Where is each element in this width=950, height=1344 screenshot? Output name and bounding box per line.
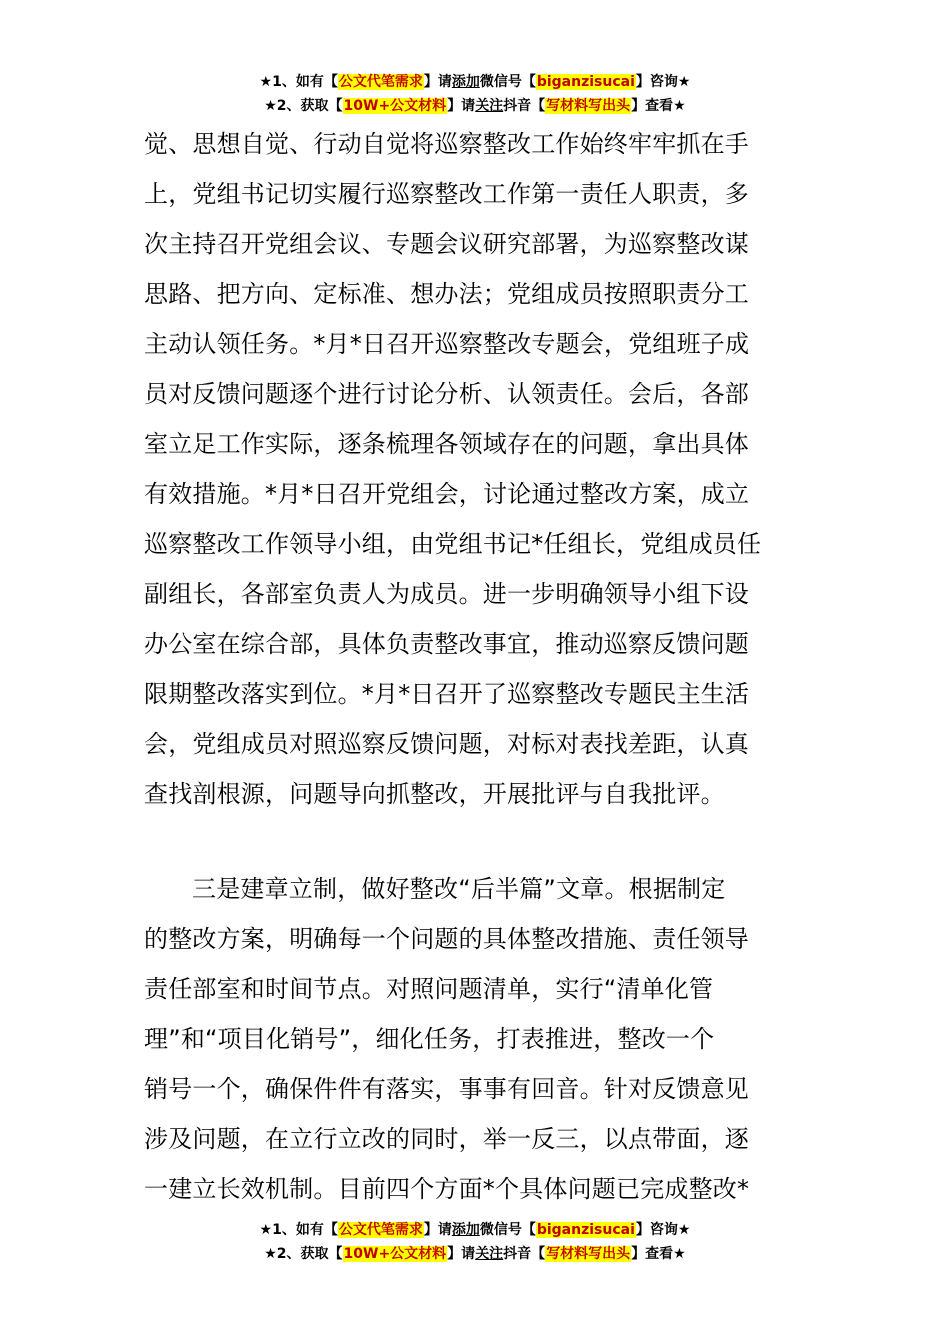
text-line: 销号一个，确保件件有落实，事事有回音。针对反馈意见 bbox=[144, 1075, 749, 1103]
text-line: 副组长，各部室负责人为成员。进一步明确领导小组下设 bbox=[144, 580, 749, 608]
promo-highlight: 公文代笔需求 bbox=[338, 74, 423, 90]
promo-highlight-wechat: biganzisucai bbox=[536, 74, 635, 90]
footer-promo-banner bbox=[0, 1218, 950, 1266]
text-line: 的整改方案，明确每一个问题的具体整改措施、责任领导 bbox=[144, 925, 749, 953]
promo-highlight-douyin: 写材料写出头 bbox=[546, 98, 631, 114]
promo-line-1 bbox=[0, 1218, 950, 1242]
promo-text: 抖音【 bbox=[503, 1246, 546, 1262]
promo-text: 】请 bbox=[447, 1246, 476, 1262]
promo-text: 】咨询★ bbox=[635, 74, 691, 90]
promo-underlined: 添加 bbox=[451, 74, 480, 90]
text-line: 限期整改落实到位。*月*日召开了巡察整改专题民主生活 bbox=[144, 680, 750, 708]
promo-text: ★2、获取【 bbox=[264, 98, 343, 114]
text-line: 思路、把方向、定标准、想办法；党组成员按照职责分工 bbox=[144, 280, 749, 308]
promo-text: ★2、获取【 bbox=[264, 1246, 343, 1262]
text-line: 上，党组书记切实履行巡察整改工作第一责任人职责，多 bbox=[144, 180, 749, 208]
promo-text: 】查看★ bbox=[631, 98, 686, 114]
text-line: 有效措施。*月*日召开党组会，讨论通过整改方案，成立 bbox=[144, 480, 750, 508]
promo-text: 】咨询★ bbox=[635, 1222, 691, 1238]
text-line: 一建立长效机制。目前四个方面*个具体问题已完成整改* bbox=[144, 1175, 750, 1203]
promo-text: 】查看★ bbox=[631, 1246, 686, 1262]
text-line: 责任部室和时间节点。对照问题清单，实行“清单化管 bbox=[144, 975, 714, 1003]
text-line-indented: 三是建章立制，做好整改“后半篇”文章。根据制定 bbox=[192, 875, 726, 903]
promo-highlight-douyin: 写材料写出头 bbox=[546, 1246, 631, 1262]
text-line: 室立足工作实际，逐条梳理各领域存在的问题，拿出具体 bbox=[144, 430, 749, 458]
text-line: 主动认领任务。*月*日召开巡察整改专题会，党组班子成 bbox=[144, 330, 750, 358]
header-promo-banner bbox=[0, 70, 950, 118]
promo-text: 】请 bbox=[423, 74, 452, 90]
promo-text: 】请 bbox=[447, 98, 476, 114]
text-line: 次主持召开党组会议、专题会议研究部署，为巡察整改谋 bbox=[144, 230, 749, 258]
document-paragraph-2 bbox=[144, 864, 810, 1214]
promo-text: 微信号【 bbox=[479, 74, 536, 90]
text-line: 涉及问题，在立行立改的同时，举一反三，以点带面，逐 bbox=[144, 1125, 749, 1153]
promo-line-2 bbox=[0, 1242, 950, 1266]
promo-highlight: 10W+公文材料 bbox=[343, 98, 447, 114]
promo-highlight: 10W+公文材料 bbox=[343, 1246, 447, 1262]
text-line: 理”和“项目化销号”，细化任务，打表推进，整改一个 bbox=[144, 1025, 715, 1053]
text-line: 办公室在综合部，具体负责整改事宜，推动巡察反馈问题 bbox=[144, 630, 749, 658]
promo-highlight: 公文代笔需求 bbox=[338, 1222, 423, 1238]
promo-highlight-wechat: biganzisucai bbox=[536, 1222, 635, 1238]
promo-text: ★1、如有【 bbox=[259, 74, 338, 90]
promo-text: ★1、如有【 bbox=[259, 1222, 338, 1238]
text-line: 查找剖根源，问题导向抓整改，开展批评与自我批评。 bbox=[144, 780, 725, 808]
text-line: 会，党组成员对照巡察反馈问题，对标对表找差距，认真 bbox=[144, 730, 749, 758]
promo-text: 抖音【 bbox=[503, 98, 546, 114]
promo-underlined: 关注 bbox=[475, 1246, 504, 1262]
promo-line-1 bbox=[0, 70, 950, 94]
promo-line-2 bbox=[0, 94, 950, 118]
promo-text: 】请 bbox=[423, 1222, 452, 1238]
promo-text: 微信号【 bbox=[479, 1222, 536, 1238]
text-line: 员对反馈问题逐个进行讨论分析、认领责任。会后，各部 bbox=[144, 380, 749, 408]
document-paragraph-1 bbox=[144, 119, 810, 819]
promo-underlined: 关注 bbox=[475, 98, 504, 114]
promo-underlined: 添加 bbox=[451, 1222, 480, 1238]
text-line: 巡察整改工作领导小组，由党组书记*任组长，党组成员任 bbox=[144, 530, 762, 558]
text-line: 觉、思想自觉、行动自觉将巡察整改工作始终牢牢抓在手 bbox=[144, 130, 749, 158]
